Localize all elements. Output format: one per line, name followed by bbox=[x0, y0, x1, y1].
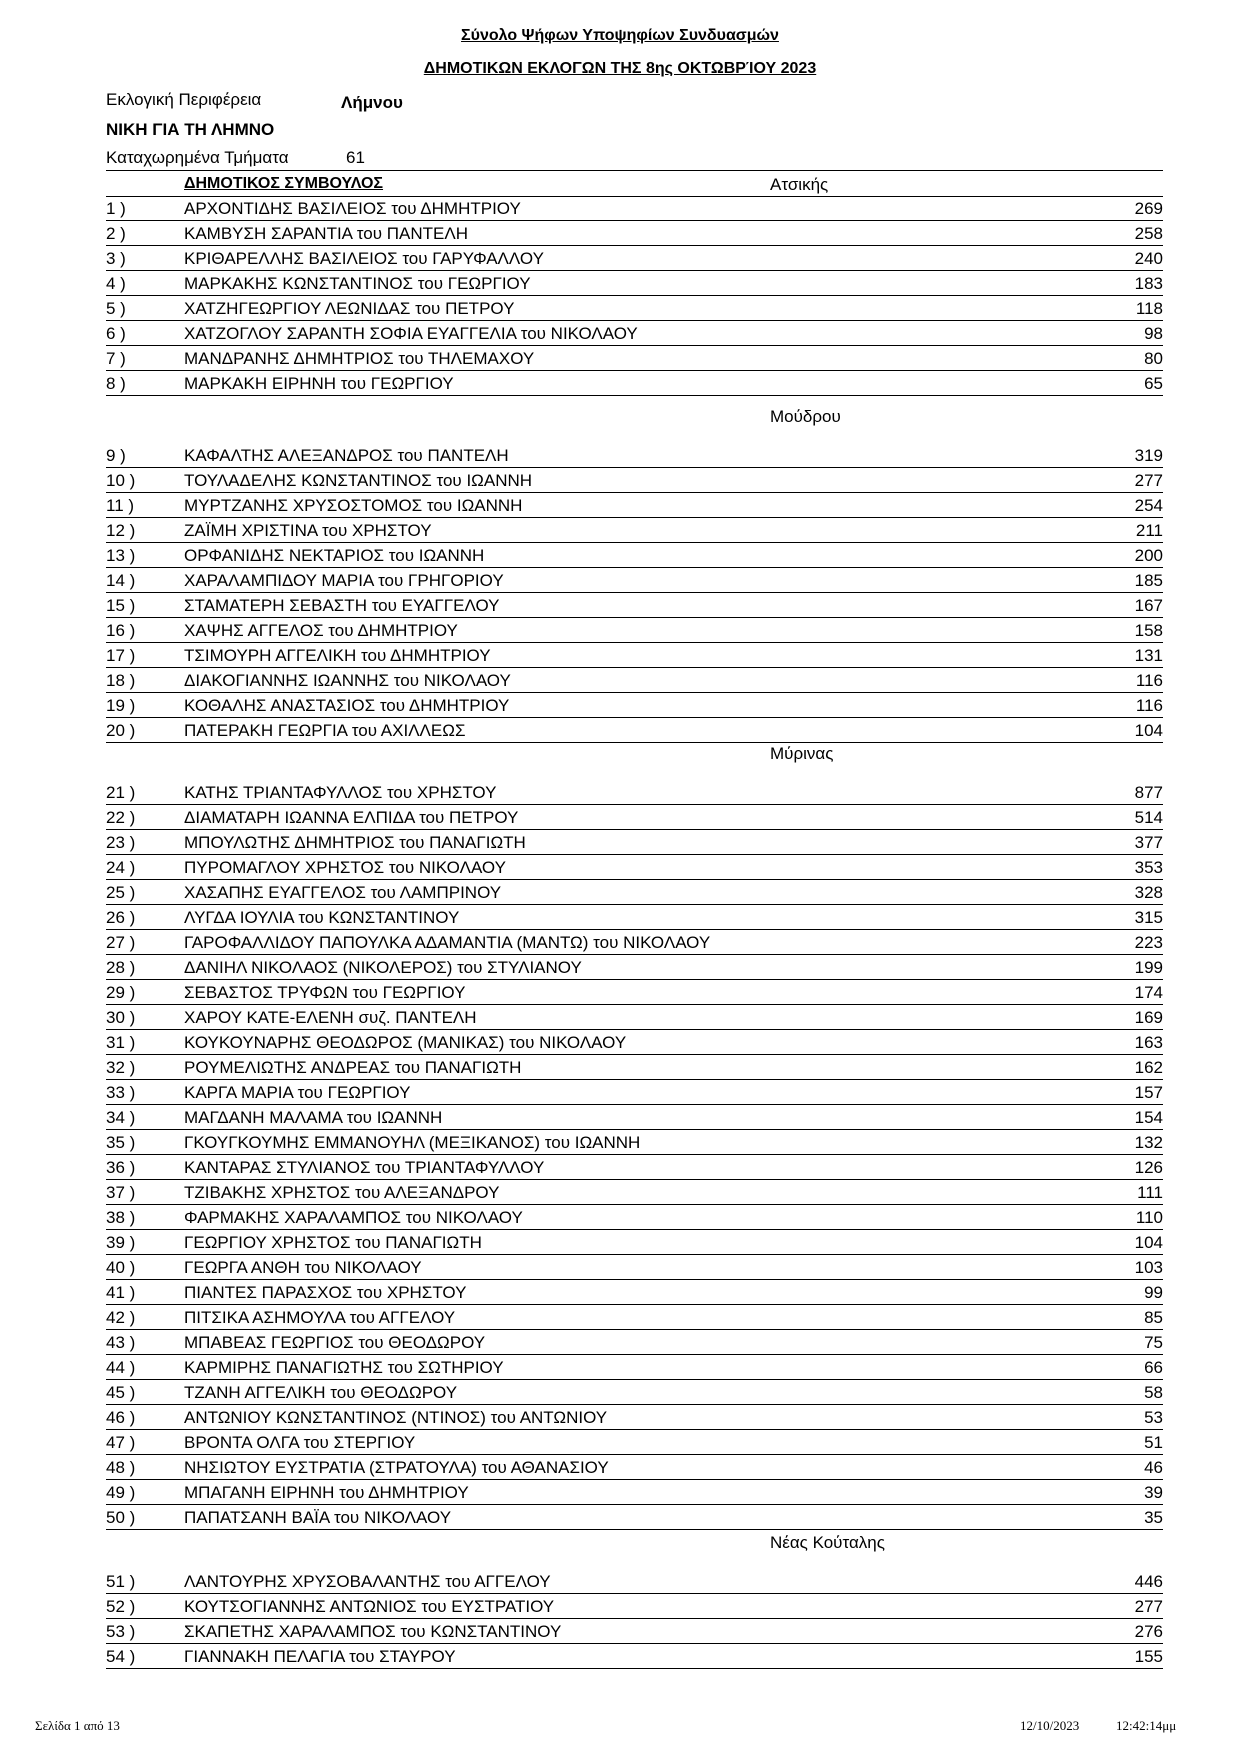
row-number: 6 ) bbox=[106, 324, 126, 343]
vote-count: 514 bbox=[1134, 808, 1163, 827]
candidate-name: ΓΙΑΝΝΑΚΗ ΠΕΛΑΓΙΑ του ΣΤΑΥΡΟΥ bbox=[184, 1647, 456, 1666]
table-row bbox=[106, 904, 1163, 930]
candidate-name: ΜΥΡΤΖΑΝΗΣ ΧΡΥΣΟΣΤΟΜΟΣ του ΙΩΑΝΝΗ bbox=[184, 496, 523, 515]
row-number: 8 ) bbox=[106, 374, 126, 393]
row-number: 15 ) bbox=[106, 596, 136, 615]
party-name: ΝΙΚΗ ΓΙΑ ΤΗ ΛΗΜΝΟ bbox=[106, 120, 275, 139]
table-row bbox=[106, 954, 1163, 980]
vote-count: 65 bbox=[1144, 374, 1163, 393]
candidate-name: ΓΑΡΟΦΑΛΛΙΔΟΥ ΠΑΠΟΥΛΚΑ ΑΔΑΜΑΝΤΙΑ (ΜΑΝΤΩ) του ΝΙΚΟΛΑΟΥ bbox=[184, 933, 711, 952]
print-time: 12:42:14μμ bbox=[1116, 1718, 1177, 1733]
vote-count: 162 bbox=[1134, 1058, 1163, 1077]
candidate-name: ΚΡΙΘΑΡΕΛΛΗΣ ΒΑΣΙΛΕΙΟΣ του ΓΑΡΥΦΑΛΛΟΥ bbox=[184, 249, 544, 268]
vote-count: 240 bbox=[1134, 249, 1163, 268]
vote-count: 174 bbox=[1134, 983, 1163, 1002]
table-row bbox=[106, 592, 1163, 618]
candidate-name: ΒΡΟΝΤΑ ΟΛΓΑ του ΣΤΕΡΓΙΟΥ bbox=[184, 1433, 416, 1452]
table-row bbox=[106, 295, 1163, 321]
vote-count: 104 bbox=[1134, 721, 1163, 740]
candidate-name: ΤΖΑΝΗ ΑΓΓΕΛΙΚΗ του ΘΕΟΔΩΡΟΥ bbox=[184, 1383, 458, 1402]
candidate-name: ΠΑΠΑΤΣΑΝΗ ΒΑΪΑ του ΝΙΚΟΛΑΟΥ bbox=[184, 1508, 452, 1527]
candidate-name: ΜΠΑΓΑΝΗ ΕΙΡΗΝΗ του ΔΗΜΗΤΡΙΟΥ bbox=[184, 1483, 469, 1502]
table-row bbox=[106, 1404, 1163, 1430]
vote-count: 169 bbox=[1134, 1008, 1163, 1027]
table-row bbox=[106, 1329, 1163, 1355]
row-number: 45 ) bbox=[106, 1383, 136, 1402]
candidate-name: ΠΥΡΟΜΑΓΛΟΥ ΧΡΗΣΤΟΣ του ΝΙΚΟΛΑΟΥ bbox=[184, 858, 506, 877]
row-number: 54 ) bbox=[106, 1647, 136, 1666]
row-number: 50 ) bbox=[106, 1508, 136, 1527]
row-number: 37 ) bbox=[106, 1183, 136, 1202]
candidate-name: ΑΝΤΩΝΙΟΥ ΚΩΝΣΤΑΝΤΙΝΟΣ (ΝΤΙΝΟΣ) του ΑΝΤΩΝΙΟΥ bbox=[184, 1408, 608, 1427]
vote-count: 328 bbox=[1134, 883, 1163, 902]
row-number: 31 ) bbox=[106, 1033, 136, 1052]
candidate-name: ΧΑΡΟΥ ΚΑΤΕ-ΕΛΕΝΗ συζ. ΠΑΝΤΕΛΗ bbox=[184, 1008, 477, 1027]
row-number: 48 ) bbox=[106, 1458, 136, 1477]
candidate-name: ΜΑΡΚΑΚΗΣ ΚΩΝΣΤΑΝΤΙΝΟΣ του ΓΕΩΡΓΙΟΥ bbox=[184, 274, 531, 293]
district-heading: Μύρινας bbox=[770, 744, 834, 763]
vote-count: 353 bbox=[1134, 858, 1163, 877]
row-number: 4 ) bbox=[106, 274, 126, 293]
document-subtitle: ΔΗΜΟΤΙΚΩΝ ΕΚΛΟΓΩΝ ΤΗΣ 8ης ΟΚΤΩΒΡΊΟΥ 2023 bbox=[423, 60, 817, 77]
row-number: 42 ) bbox=[106, 1308, 136, 1327]
candidate-name: ΖΑΪΜΗ ΧΡΙΣΤΙΝΑ του ΧΡΗΣΤΟΥ bbox=[184, 521, 432, 540]
vote-count: 66 bbox=[1144, 1358, 1163, 1377]
candidate-name: ΓΚΟΥΓΚΟΥΜΗΣ ΕΜΜΑΝΟΥΗΛ (ΜΕΞΙΚΑΝΟΣ) του ΙΩΑΝΝΗ bbox=[184, 1133, 641, 1152]
candidate-name: ΑΡΧΟΝΤΙΔΗΣ ΒΑΣΙΛΕΙΟΣ του ΔΗΜΗΤΡΙΟΥ bbox=[184, 199, 521, 218]
vote-count: 319 bbox=[1134, 446, 1163, 465]
vote-count: 103 bbox=[1134, 1258, 1163, 1277]
vote-count: 116 bbox=[1135, 671, 1163, 690]
row-number: 43 ) bbox=[106, 1333, 136, 1352]
vote-count: 58 bbox=[1144, 1383, 1163, 1402]
candidate-name: ΤΣΙΜΟΥΡΗ ΑΓΓΕΛΙΚΗ του ΔΗΜΗΤΡΙΟΥ bbox=[184, 646, 491, 665]
row-number: 29 ) bbox=[106, 983, 136, 1002]
table-row bbox=[106, 1429, 1163, 1455]
table-row bbox=[106, 345, 1163, 371]
row-number: 17 ) bbox=[106, 646, 136, 665]
row-number: 33 ) bbox=[106, 1083, 136, 1102]
vote-count: 39 bbox=[1144, 1483, 1163, 1502]
candidate-name: ΜΠΑΒΕΑΣ ΓΕΩΡΓΙΟΣ του ΘΕΟΔΩΡΟΥ bbox=[184, 1333, 486, 1352]
row-number: 20 ) bbox=[106, 721, 136, 740]
vote-count: 183 bbox=[1134, 274, 1163, 293]
vote-count: 276 bbox=[1134, 1622, 1163, 1641]
table-row bbox=[106, 979, 1163, 1005]
table-row bbox=[106, 1593, 1163, 1619]
vote-count: 51 bbox=[1144, 1433, 1163, 1452]
vote-count: 269 bbox=[1134, 199, 1163, 218]
table-row bbox=[106, 829, 1163, 855]
table-row bbox=[106, 1254, 1163, 1280]
candidate-name: ΚΟΥΚΟΥΝΑΡΗΣ ΘΕΟΔΩΡΟΣ (ΜΑΝΙΚΑΣ) του ΝΙΚΟΛΑΟΥ bbox=[184, 1033, 627, 1052]
district-heading: Νέας Κούταλης bbox=[770, 1533, 885, 1552]
vote-count: 377 bbox=[1134, 833, 1163, 852]
row-number: 1 ) bbox=[106, 199, 126, 218]
table-row bbox=[106, 245, 1163, 271]
candidate-name: ΝΗΣΙΩΤΟΥ ΕΥΣΤΡΑΤΙΑ (ΣΤΡΑΤΟΥΛΑ) του ΑΘΑΝΑΣΙΟΥ bbox=[184, 1458, 609, 1477]
table-row bbox=[106, 467, 1163, 493]
table-row bbox=[106, 692, 1163, 718]
vote-count: 75 bbox=[1144, 1333, 1163, 1352]
candidate-name: ΔΙΑΜΑΤΑΡΗ ΙΩΑΝΝΑ ΕΛΠΙΔΑ του ΠΕΤΡΟΥ bbox=[184, 808, 519, 827]
table-row bbox=[106, 270, 1163, 296]
document-title: Σύνολο Ψήφων Υποψηφίων Συνδυασμών bbox=[461, 27, 779, 44]
candidate-name: ΣΚΑΠΕΤΗΣ ΧΑΡΑΛΑΜΠΟΣ του ΚΩΝΣΤΑΝΤΙΝΟΥ bbox=[184, 1622, 562, 1641]
table-row bbox=[106, 542, 1163, 568]
candidate-name: ΟΡΦΑΝΙΔΗΣ ΝΕΚΤΑΡΙΟΣ του ΙΩΑΝΝΗ bbox=[184, 546, 485, 565]
vote-count: 111 bbox=[1137, 1183, 1163, 1202]
table-row bbox=[106, 492, 1163, 518]
candidate-name: ΧΑΤΖΟΓΛΟΥ ΣΑΡΑΝΤΗ ΣΟΦΙΑ ΕΥΑΓΓΕΛΙΑ του ΝΙΚΟΛΑΟΥ bbox=[184, 324, 638, 343]
row-number: 25 ) bbox=[106, 883, 136, 902]
table-row bbox=[106, 370, 1163, 396]
row-number: 36 ) bbox=[106, 1158, 136, 1177]
table-row bbox=[106, 804, 1163, 830]
table-row bbox=[106, 1229, 1163, 1255]
table-row bbox=[106, 517, 1163, 543]
candidate-name: ΔΙΑΚΟΓΙΑΝΝΗΣ ΙΩΑΝΝΗΣ του ΝΙΚΟΛΑΟΥ bbox=[184, 671, 511, 690]
candidate-name: ΜΑΡΚΑΚΗ ΕΙΡΗΝΗ του ΓΕΩΡΓΙΟΥ bbox=[184, 374, 454, 393]
vote-count: 446 bbox=[1134, 1572, 1163, 1591]
vote-count: 158 bbox=[1134, 621, 1163, 640]
vote-count: 157 bbox=[1134, 1083, 1163, 1102]
row-number: 44 ) bbox=[106, 1358, 136, 1377]
row-number: 27 ) bbox=[106, 933, 136, 952]
sections-label: Καταχωρημένα Τμήματα bbox=[106, 148, 289, 167]
vote-count: 223 bbox=[1134, 933, 1163, 952]
vote-count: 53 bbox=[1144, 1408, 1163, 1427]
table-row bbox=[106, 1479, 1163, 1505]
row-number: 13 ) bbox=[106, 546, 136, 565]
candidate-name: ΚΑΦΑΛΤΗΣ ΑΛΕΞΑΝΔΡΟΣ του ΠΑΝΤΕΛΗ bbox=[184, 446, 509, 465]
table-row bbox=[106, 442, 1163, 468]
district-heading: Μούδρου bbox=[770, 407, 841, 426]
vote-count: 258 bbox=[1134, 224, 1163, 243]
candidate-name: ΚΑΡΓΑ ΜΑΡΙΑ του ΓΕΩΡΓΙΟΥ bbox=[184, 1083, 411, 1102]
candidate-name: ΧΑΨΗΣ ΑΓΓΕΛΟΣ του ΔΗΜΗΤΡΙΟΥ bbox=[184, 621, 458, 640]
vote-count: 185 bbox=[1134, 571, 1163, 590]
row-number: 39 ) bbox=[106, 1233, 136, 1252]
candidate-name: ΤΟΥΛΑΔΕΛΗΣ ΚΩΝΣΤΑΝΤΙΝΟΣ του ΙΩΑΝΝΗ bbox=[184, 471, 533, 490]
page-number: Σελίδα 1 από 13 bbox=[35, 1718, 120, 1733]
row-number: 24 ) bbox=[106, 858, 136, 877]
table-row bbox=[106, 1104, 1163, 1130]
table-row bbox=[106, 1354, 1163, 1380]
table-row bbox=[106, 1029, 1163, 1055]
candidate-name: ΓΕΩΡΓΑ ΑΝΘΗ του ΝΙΚΟΛΑΟΥ bbox=[184, 1258, 422, 1277]
table-row bbox=[106, 1279, 1163, 1305]
row-number: 7 ) bbox=[106, 349, 126, 368]
district-heading-atsiki: Ατσικής bbox=[770, 175, 829, 194]
row-number: 10 ) bbox=[106, 471, 136, 490]
vote-count: 98 bbox=[1144, 324, 1163, 343]
row-number: 53 ) bbox=[106, 1622, 136, 1641]
row-number: 38 ) bbox=[106, 1208, 136, 1227]
candidate-name: ΚΑΜΒΥΣΗ ΣΑΡΑΝΤΙΑ του ΠΑΝΤΕΛΗ bbox=[184, 224, 468, 243]
vote-count: 126 bbox=[1134, 1158, 1163, 1177]
candidate-name: ΦΑΡΜΑΚΗΣ ΧΑΡΑΛΑΜΠΟΣ του ΝΙΚΟΛΑΟΥ bbox=[184, 1208, 523, 1227]
vote-count: 99 bbox=[1144, 1283, 1163, 1302]
candidate-name: ΧΑΤΖΗΓΕΩΡΓΙΟΥ ΛΕΩΝΙΔΑΣ του ΠΕΤΡΟΥ bbox=[184, 299, 515, 318]
vote-count: 154 bbox=[1134, 1108, 1163, 1127]
row-number: 28 ) bbox=[106, 958, 136, 977]
candidate-name: ΚΑΡΜΙΡΗΣ ΠΑΝΑΓΙΩΤΗΣ του ΣΩΤΗΡΙΟΥ bbox=[184, 1358, 504, 1377]
candidate-name: ΚΑΝΤΑΡΑΣ ΣΤΥΛΙΑΝΟΣ του ΤΡΙΑΝΤΑΦΥΛΛΟΥ bbox=[184, 1158, 545, 1177]
table-row bbox=[106, 929, 1163, 955]
row-number: 32 ) bbox=[106, 1058, 136, 1077]
table-row bbox=[106, 1004, 1163, 1030]
vote-count: 155 bbox=[1134, 1647, 1163, 1666]
row-number: 23 ) bbox=[106, 833, 136, 852]
row-number: 35 ) bbox=[106, 1133, 136, 1152]
table-row bbox=[106, 1568, 1163, 1594]
vote-count: 200 bbox=[1134, 546, 1163, 565]
vote-count: 104 bbox=[1134, 1233, 1163, 1252]
column-header-candidate: ΔΗΜΟΤΙΚΟΣ ΣΥΜΒΟΥΛΟΣ bbox=[184, 175, 384, 192]
candidate-name: ΧΑΡΑΛΑΜΠΙΔΟΥ ΜΑΡΙΑ του ΓΡΗΓΟΡΙΟΥ bbox=[184, 571, 504, 590]
row-number: 9 ) bbox=[106, 446, 126, 465]
row-number: 41 ) bbox=[106, 1283, 136, 1302]
print-date: 12/10/2023 bbox=[1020, 1718, 1080, 1733]
vote-count: 46 bbox=[1144, 1458, 1163, 1477]
table-row bbox=[106, 642, 1163, 668]
vote-count: 132 bbox=[1134, 1133, 1163, 1152]
vote-count: 877 bbox=[1134, 783, 1163, 802]
row-number: 49 ) bbox=[106, 1483, 136, 1502]
table-row bbox=[106, 1379, 1163, 1405]
row-number: 46 ) bbox=[106, 1408, 136, 1427]
candidate-name: ΠΙΑΝΤΕΣ ΠΑΡΑΣΧΟΣ του ΧΡΗΣΤΟΥ bbox=[184, 1283, 467, 1302]
candidate-name: ΠΑΤΕΡΑΚΗ ΓΕΩΡΓΙΑ του ΑΧΙΛΛΕΩΣ bbox=[184, 721, 466, 740]
candidate-name: ΜΑΝΔΡΑΝΗΣ ΔΗΜΗΤΡΙΟΣ του ΤΗΛΕΜΑΧΟΥ bbox=[184, 349, 535, 368]
table-row bbox=[106, 1204, 1163, 1230]
table-row bbox=[106, 717, 1163, 743]
table-row bbox=[106, 1454, 1163, 1480]
row-number: 12 ) bbox=[106, 521, 136, 540]
row-number: 40 ) bbox=[106, 1258, 136, 1277]
vote-count: 131 bbox=[1134, 646, 1163, 665]
row-number: 2 ) bbox=[106, 224, 126, 243]
row-number: 47 ) bbox=[106, 1433, 136, 1452]
table-row bbox=[106, 667, 1163, 693]
vote-count: 116 bbox=[1135, 696, 1163, 715]
vote-count: 85 bbox=[1144, 1308, 1163, 1327]
row-number: 52 ) bbox=[106, 1597, 136, 1616]
table-row bbox=[106, 1079, 1163, 1105]
vote-count: 211 bbox=[1135, 521, 1163, 540]
vote-count: 163 bbox=[1134, 1033, 1163, 1052]
table-row bbox=[106, 1304, 1163, 1330]
row-number: 16 ) bbox=[106, 621, 136, 640]
row-number: 22 ) bbox=[106, 808, 136, 827]
table-row bbox=[106, 779, 1163, 805]
table-row bbox=[106, 1618, 1163, 1644]
table-row bbox=[106, 1129, 1163, 1155]
table-row bbox=[106, 617, 1163, 643]
vote-count: 167 bbox=[1134, 596, 1163, 615]
table-row bbox=[106, 320, 1163, 346]
table-row bbox=[106, 567, 1163, 593]
vote-count: 277 bbox=[1134, 1597, 1163, 1616]
row-number: 34 ) bbox=[106, 1108, 136, 1127]
candidate-name: ΚΟΥΤΣΟΓΙΑΝΝΗΣ ΑΝΤΩΝΙΟΣ του ΕΥΣΤΡΑΤΙΟΥ bbox=[184, 1597, 555, 1616]
candidate-name: ΣΤΑΜΑΤΕΡΗ ΣΕΒΑΣΤΗ του ΕΥΑΓΓΕΛΟΥ bbox=[184, 596, 500, 615]
table-row bbox=[106, 1504, 1163, 1530]
candidate-name: ΠΙΤΣΙΚΑ ΑΣΗΜΟΥΛΑ του ΑΓΓΕΛΟΥ bbox=[184, 1308, 456, 1327]
candidate-name: ΛΥΓΔΑ ΙΟΥΛΙΑ του ΚΩΝΣΤΑΝΤΙΝΟΥ bbox=[184, 908, 460, 927]
table-row bbox=[106, 1054, 1163, 1080]
vote-count: 35 bbox=[1144, 1508, 1163, 1527]
row-number: 26 ) bbox=[106, 908, 136, 927]
candidate-name: ΧΑΣΑΠΗΣ ΕΥΑΓΓΕΛΟΣ του ΛΑΜΠΡΙΝΟΥ bbox=[184, 883, 502, 902]
table-row bbox=[106, 1643, 1163, 1669]
table-row bbox=[106, 195, 1163, 221]
row-number: 21 ) bbox=[106, 783, 136, 802]
region-label: Εκλογική Περιφέρεια bbox=[106, 90, 262, 109]
candidate-name: ΛΑΝΤΟΥΡΗΣ ΧΡΥΣΟΒΑΛΑΝΤΗΣ του ΑΓΓΕΛΟΥ bbox=[184, 1572, 551, 1591]
candidate-name: ΔΑΝΙΗΛ ΝΙΚΟΛΑΟΣ (ΝΙΚΟΛΕΡΟΣ) του ΣΤΥΛΙΑΝΟΥ bbox=[184, 958, 582, 977]
candidate-name: ΚΟΘΑΛΗΣ ΑΝΑΣΤΑΣΙΟΣ του ΔΗΜΗΤΡΙΟΥ bbox=[184, 696, 510, 715]
row-number: 18 ) bbox=[106, 671, 136, 690]
candidate-name: ΓΕΩΡΓΙΟΥ ΧΡΗΣΤΟΣ του ΠΑΝΑΓΙΩΤΗ bbox=[184, 1233, 482, 1252]
row-number: 3 ) bbox=[106, 249, 126, 268]
vote-count: 80 bbox=[1144, 349, 1163, 368]
vote-count: 254 bbox=[1134, 496, 1163, 515]
candidate-name: ΜΠΟΥΛΩΤΗΣ ΔΗΜΗΤΡΙΟΣ του ΠΑΝΑΓΙΩΤΗ bbox=[184, 833, 526, 852]
region-value: Λήμνου bbox=[341, 93, 403, 112]
row-number: 14 ) bbox=[106, 571, 136, 590]
candidate-name: ΚΑΤΗΣ ΤΡΙΑΝΤΑΦΥΛΛΟΣ του ΧΡΗΣΤΟΥ bbox=[184, 783, 497, 802]
table-row bbox=[106, 854, 1163, 880]
row-number: 51 ) bbox=[106, 1572, 136, 1591]
candidate-name: ΜΑΓΔΑΝΗ ΜΑΛΑΜΑ του ΙΩΑΝΝΗ bbox=[184, 1108, 443, 1127]
candidate-name: ΤΖΙΒΑΚΗΣ ΧΡΗΣΤΟΣ του ΑΛΕΞΑΝΔΡΟΥ bbox=[184, 1183, 500, 1202]
table-row bbox=[106, 220, 1163, 246]
vote-count: 118 bbox=[1135, 299, 1163, 318]
candidate-name: ΡΟΥΜΕΛΙΩΤΗΣ ΑΝΔΡΕΑΣ του ΠΑΝΑΓΙΩΤΗ bbox=[184, 1058, 522, 1077]
row-number: 5 ) bbox=[106, 299, 126, 318]
table-header bbox=[106, 170, 1163, 197]
vote-count: 110 bbox=[1135, 1208, 1163, 1227]
candidate-name: ΣΕΒΑΣΤΟΣ ΤΡΥΦΩΝ του ΓΕΩΡΓΙΟΥ bbox=[184, 983, 466, 1002]
vote-count: 315 bbox=[1134, 908, 1163, 927]
vote-count: 199 bbox=[1134, 958, 1163, 977]
table-row bbox=[106, 1154, 1163, 1180]
row-number: 30 ) bbox=[106, 1008, 136, 1027]
row-number: 19 ) bbox=[106, 696, 136, 715]
table-row bbox=[106, 879, 1163, 905]
row-number: 11 ) bbox=[106, 496, 135, 515]
table-row bbox=[106, 1179, 1163, 1205]
vote-count: 277 bbox=[1134, 471, 1163, 490]
sections-value: 61 bbox=[346, 148, 365, 167]
